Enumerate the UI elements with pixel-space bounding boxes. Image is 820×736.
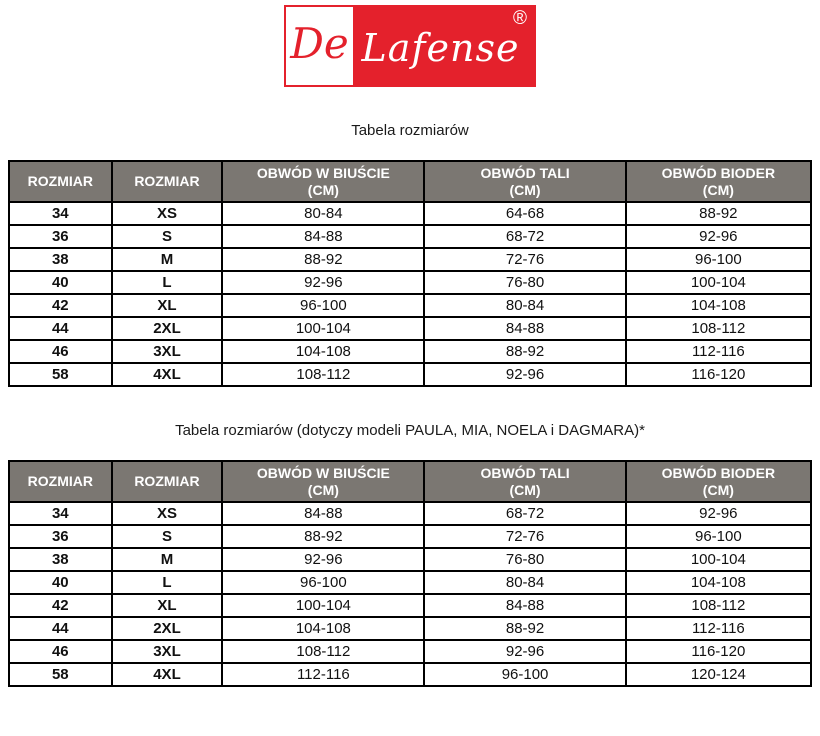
measurement-cell: 64-68 [424, 202, 625, 225]
measurement-cell: 84-88 [424, 594, 625, 617]
measurement-cell: 116-120 [626, 363, 811, 386]
table-row [9, 248, 811, 271]
measurement-cell: 88-92 [222, 248, 424, 271]
size-cell: S [112, 225, 223, 248]
size-cell: 58 [9, 363, 112, 386]
size-cell: M [112, 548, 223, 571]
measurement-cell: 92-96 [424, 640, 625, 663]
measurement-cell: 96-100 [222, 294, 424, 317]
measurement-cell: 108-112 [222, 640, 424, 663]
size-cell: 46 [9, 640, 112, 663]
size-chart-page [0, 5, 820, 687]
column-header-4: OBWÓD BIODER (CM) [626, 461, 811, 502]
measurement-cell: 108-112 [626, 594, 811, 617]
logo-de-box [284, 5, 353, 87]
size-cell: 34 [9, 502, 112, 525]
table-header-row [9, 161, 811, 202]
measurement-cell: 80-84 [222, 202, 424, 225]
column-header-3: OBWÓD TALI (CM) [424, 461, 625, 502]
measurement-cell: 96-100 [424, 663, 625, 686]
registered-trademark-icon: ® [513, 8, 527, 29]
table-row [9, 294, 811, 317]
table-row [9, 617, 811, 640]
column-header-1: ROZMIAR [112, 161, 223, 202]
table-row [9, 225, 811, 248]
size-table-title-2: Tabela rozmiarów (dotyczy modeli PAULA, MIA, NOELA i DAGMARA)* [175, 422, 645, 439]
measurement-cell: 88-92 [424, 617, 625, 640]
measurement-cell: 92-96 [626, 225, 811, 248]
logo-lafense-box [353, 5, 536, 87]
column-header-0: ROZMIAR [9, 161, 112, 202]
table-row [9, 640, 811, 663]
table-row [9, 271, 811, 294]
measurement-cell: 72-76 [424, 248, 625, 271]
measurement-cell: 84-88 [424, 317, 625, 340]
size-cell: L [112, 571, 223, 594]
column-header-2: OBWÓD W BIUŚCIE (CM) [222, 461, 424, 502]
size-cell: 4XL [112, 363, 223, 386]
measurement-cell: 112-116 [222, 663, 424, 686]
size-cell: 44 [9, 317, 112, 340]
measurement-cell: 68-72 [424, 225, 625, 248]
measurement-cell: 96-100 [626, 248, 811, 271]
size-cell: 2XL [112, 617, 223, 640]
measurement-cell: 112-116 [626, 340, 811, 363]
column-header-3: OBWÓD TALI (CM) [424, 161, 625, 202]
measurement-cell: 104-108 [222, 617, 424, 640]
table-row [9, 594, 811, 617]
size-table-standard [8, 160, 812, 387]
measurement-cell: 116-120 [626, 640, 811, 663]
size-cell: XL [112, 294, 223, 317]
measurement-cell: 80-84 [424, 294, 625, 317]
table-row [9, 663, 811, 686]
table-row [9, 525, 811, 548]
measurement-cell: 100-104 [222, 317, 424, 340]
measurement-cell: 72-76 [424, 525, 625, 548]
size-cell: 42 [9, 594, 112, 617]
logo-lafense-text: Lafense [361, 26, 520, 70]
size-table-paula-mia-noela-dagmara [8, 460, 812, 687]
size-cell: 44 [9, 617, 112, 640]
table-row [9, 548, 811, 571]
size-cell: 2XL [112, 317, 223, 340]
de-lafense-logo [284, 5, 536, 87]
measurement-cell: 96-100 [626, 525, 811, 548]
table-row [9, 363, 811, 386]
size-cell: L [112, 271, 223, 294]
measurement-cell: 108-112 [626, 317, 811, 340]
measurement-cell: 100-104 [222, 594, 424, 617]
table-row [9, 202, 811, 225]
size-cell: S [112, 525, 223, 548]
size-cell: 42 [9, 294, 112, 317]
measurement-cell: 88-92 [222, 525, 424, 548]
table-row [9, 571, 811, 594]
column-header-2: OBWÓD W BIUŚCIE (CM) [222, 161, 424, 202]
size-cell: XS [112, 202, 223, 225]
measurement-cell: 112-116 [626, 617, 811, 640]
size-cell: 3XL [112, 340, 223, 363]
size-cell: 38 [9, 548, 112, 571]
measurement-cell: 76-80 [424, 271, 625, 294]
table-row [9, 317, 811, 340]
size-cell: 40 [9, 271, 112, 294]
measurement-cell: 108-112 [222, 363, 424, 386]
size-cell: M [112, 248, 223, 271]
size-cell: 46 [9, 340, 112, 363]
size-cell: 36 [9, 525, 112, 548]
column-header-1: ROZMIAR [112, 461, 223, 502]
measurement-cell: 84-88 [222, 225, 424, 248]
measurement-cell: 92-96 [222, 271, 424, 294]
size-cell: 36 [9, 225, 112, 248]
size-cell: 38 [9, 248, 112, 271]
size-cell: XL [112, 594, 223, 617]
measurement-cell: 88-92 [626, 202, 811, 225]
table-row [9, 340, 811, 363]
measurement-cell: 100-104 [626, 548, 811, 571]
size-cell: 3XL [112, 640, 223, 663]
size-cell: 34 [9, 202, 112, 225]
column-header-4: OBWÓD BIODER (CM) [626, 161, 811, 202]
size-cell: XS [112, 502, 223, 525]
table-row [9, 502, 811, 525]
measurement-cell: 76-80 [424, 548, 625, 571]
column-header-0: ROZMIAR [9, 461, 112, 502]
measurement-cell: 96-100 [222, 571, 424, 594]
measurement-cell: 80-84 [424, 571, 625, 594]
measurement-cell: 92-96 [424, 363, 625, 386]
measurement-cell: 104-108 [626, 571, 811, 594]
size-table-title-1: Tabela rozmiarów [351, 122, 469, 139]
measurement-cell: 120-124 [626, 663, 811, 686]
measurement-cell: 92-96 [626, 502, 811, 525]
measurement-cell: 84-88 [222, 502, 424, 525]
table-header-row [9, 461, 811, 502]
measurement-cell: 104-108 [222, 340, 424, 363]
measurement-cell: 68-72 [424, 502, 625, 525]
size-cell: 40 [9, 571, 112, 594]
size-cell: 4XL [112, 663, 223, 686]
measurement-cell: 104-108 [626, 294, 811, 317]
measurement-cell: 92-96 [222, 548, 424, 571]
size-cell: 58 [9, 663, 112, 686]
measurement-cell: 100-104 [626, 271, 811, 294]
measurement-cell: 88-92 [424, 340, 625, 363]
logo-de-text: De [290, 19, 349, 68]
